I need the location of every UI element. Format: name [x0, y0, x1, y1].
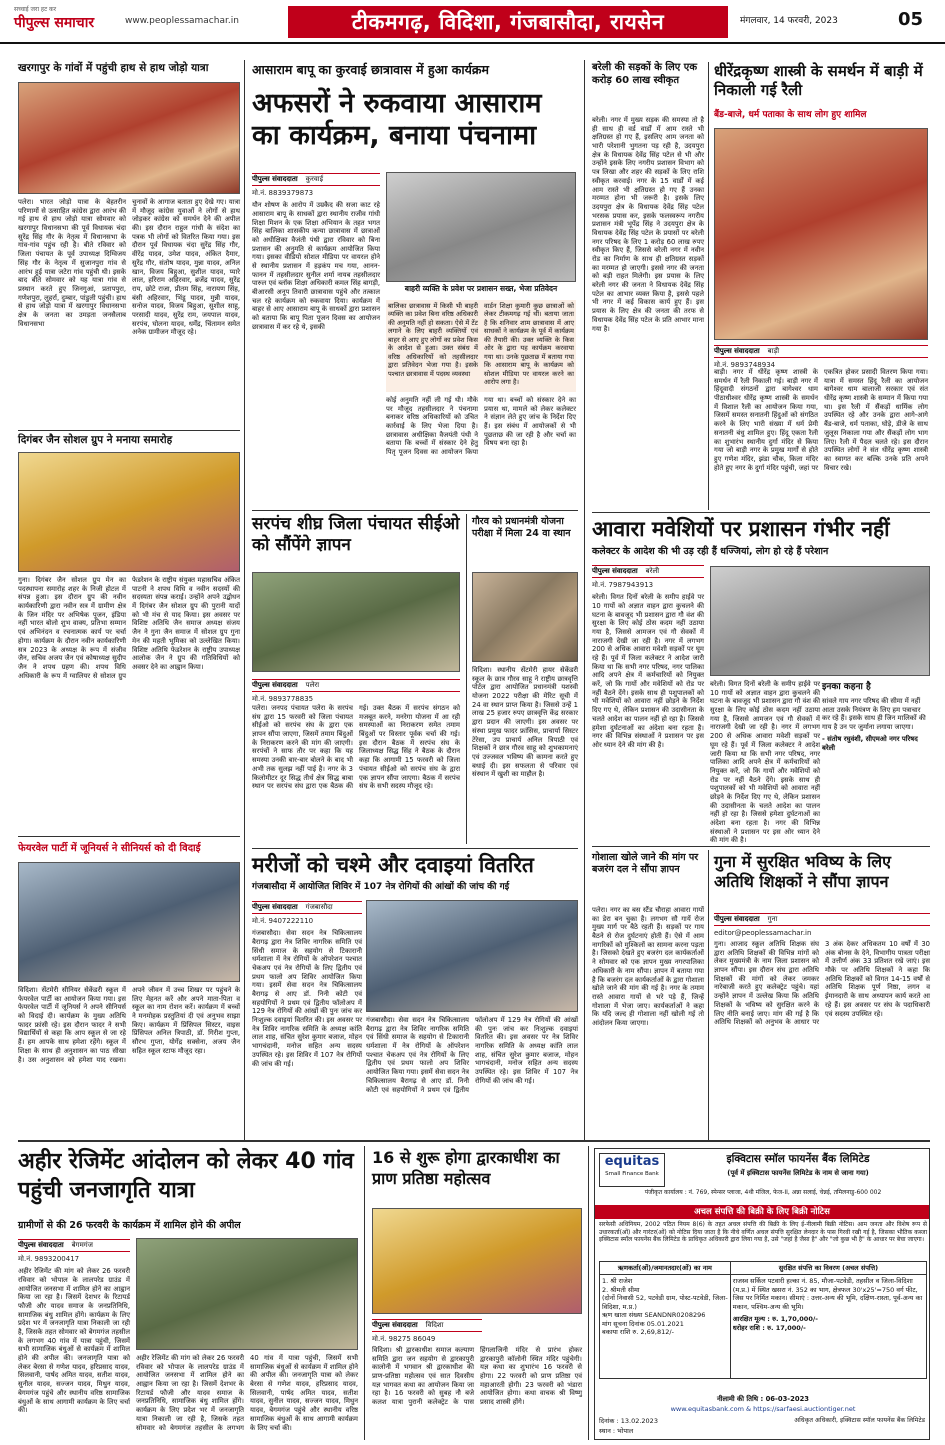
reporter-email[interactable]: editor@peoplessamachar.in [714, 929, 812, 938]
article-dwarkadhish: विदिशा। श्री द्वारकाधीश समाज कल्याण समिति द्वारा जन सहयोग से द्वारकापुरी कालोनी में भगवान श्री द्वारकाधीश की प्राण-प्रतिष्ठा महोत्सव एवं सात दिवसीय यज्ञ भागवत कथा का आयोजन किया जा रहा है। 16 फरवरी को सुबह नौ बजे कलश यात्रा पुरानी कलेक्ट्रेट के पास हिंगलाजिनी मंदिर से प्रारंभ होकर द्वारकापुरी कॉलोनी स्थित मंदिर पहुंचेगी। यज्ञ कथा का शुभारंभ 16 फरवरी से होगा। 22 फरवरी को प्राण प्रतिष्ठा एवं महाआरती होगी। 23 फरवरी को भंडारा आयोजित होगा। कथा वाचक श्री विष्णु प्रसाद शास्त्री होंगे। [372, 1346, 582, 1407]
newspaper-logo [14, 8, 94, 32]
byline-place: गंजबासौदा [305, 903, 333, 911]
quote-author: - संतोष रघुवंशी, सीएमओ नगर परिषद बरेली [822, 735, 918, 752]
headline-spectacles: मरीजों को चश्मे और दवाइयां वितरित [252, 853, 534, 877]
ad-subtitle: (पूर्व में इक्विटास फायनेंस लिमिटेड के नाम से जाना गया) [727, 1169, 869, 1177]
article-bareli-roads: बरेली। नगर में मुख्य सड़क की समस्या तो है ही साथ ही वर्ड वार्डों में आम रास्ते भी क्षतिग्रस्त हो गए हैं, इसलिए आम जनता को भारी परेशानी भुगतना पड़ रही है, उदयपुरा क्षेत्र के विधायक देवेंद्र सिंह पटेल से भी और उन्होंने इसके लिए नगरीय प्रशासन विभाग को पत्र लिखा और शहर की सड़कों के लिए राशि स्वीकृत करवाई। नगर के 15 वार्डों में कई आम रास्ते भी क्षतिग्रस्त हो गए हैं उनका मरम्मत होना भी जरूरी है। इसके लिए उदयपुरा क्षेत्र के विधायक देवेंद्र सिंह पटेल भरसक प्रयास कर, इसके फलस्वरूप नगरीय प्रशासन मंत्री भूपेंद्र सिंह ने उदयपुरा क्षेत्र के विधायक देवेंद्र सिंह पटेल के प्रयासों पर बरेली नगर परिषद के लिए 1 करोड़ 60 लाख रुपए स्वीकृत किए हैं, जिससे बरेली नगर में नवीन रोड का निर्माण के साथ ही क्षतिग्रस्त सड़कों का मरम्मत हो जाएगी। इससे नगर की जनता को बड़ी राहत मिलेगी। इस प्रयास के लिए बरेली नगर की जनता ने विधायक देवेंद्र सिंह पटेल का आभार व्यक्त किया है, इससे पहले भी नगर में कई विकास कार्य हुए हैं। इस प्रयास के लिए क्षेत्र की जनता की तरफ से विधायक देवेंद्र सिंह पटेल के प्रति आभार माना गया है। [592, 116, 704, 333]
ad-emd: धरोहर राशि : रु. 17,000/- [732, 1323, 806, 1332]
photo-yatra [18, 82, 240, 194]
byline-reporter: पीपुल्स संवाददाता [252, 681, 298, 689]
photo-eye-camp [366, 900, 578, 1012]
article-asaram-col1 [252, 170, 380, 470]
masthead [0, 0, 945, 44]
article-text: चुनावों के आगाज बताता हुए देखे गए। यात्रा में मौजूद कांग्रेस युवाओं ने लोगों से हाथ जोड़कर कांग्रेस को समर्थन देने की अपील की। इस दौरान राहुल गांधी के संदेश का पत्रक भी लोगों को वितरित किया गया। इस दौरान पूर्व विधायक चंदा सुरेंद्र सिंह गौर, वीरेंद्र यादव, उमेश यादव, अंकित दैमार, सुरेंद्र गौर, संतोष यादव, मुन्ना यादव, अनिल खान, विजय बिहुआ, सुशील यादव, प्यारे लाल, हरिराम अहिरवार, ब्रजेंद्र यादव, सुरेंद्र राय, छोटे राजा, प्रीतम सिंह, नारायण सिंह, बंसी अहिरवार, भिंडू यादव, मुन्नी यादव, सनोज यादव, विजय बिहुआ, सुशील साहू, परसादी यादव, सुरेंद्र राम, जयपाल यादव, सरपंच, घोलना यादव, धर्मेंद्र, चिंतामन समेत अनेक ग्रामीजन मौजूद रहे। [132, 198, 240, 337]
byline-place: बरेली [645, 567, 660, 575]
headline-sarpanch: सरपंच शीघ्र जिला पंचायत सीईओ को सौंपेंगे ज्ञापन [252, 514, 460, 556]
article-guest-teachers: गुना। आजाद स्कूल अतिथि शिक्षक संघ द्वारा अतिथि शिक्षकों की विभिन्न मांगों को लेकर मुख्यमंत्री के नाम जिला प्रशासन को ज्ञापन सौंपा। इस दौरान संघ द्वारा अतिथि शिक्षकों की मांगों को लेकर जमकर नारेबाजी करते हुए कलेक्ट्रेट पहुंचे। यहां उन्होंने ज्ञापन में उल्लेख किया कि अतिथि शिक्षकों के भविष्य को सुरक्षित करने के लिए नीति बनाई जाए। मांग की गई है कि अतिथि शिक्षकों को अनुभव के आधार पर 3 अंक देकर अधिकतम 10 वर्षों में 30 अंक बोनस के देने, विभागीय पात्रता परीक्षा में उत्तीर्ण अंक 33 प्रतिशत रखे जाएं। इस मौके पर अतिथि शिक्षकों ने कहा कि अतिथि शिक्षकों को विगत 14-15 वर्षों से अतिथि शिक्षक पूर्ण निष्ठा, लगन व ईमानदारी के साथ अध्यापन कार्य करते आ रहे हैं। इस अवसर पर संघ के पदाधिकारी एवं सदस्य उपस्थित रहे। [714, 940, 930, 1027]
ad-website[interactable]: www.equitasbank.com & https://sarfaesi.auctiontiger.net [670, 1405, 856, 1413]
byline-reporter: पीपुल्स संवाददाता [592, 567, 638, 575]
article-goshala: पलेरा। नगर का बस स्टैंड चौराहा आवारा गायों का डेरा बन चुका है। लगभग सौ गायें रोज मुख्य मार्ग पर बैठे रहती हैं। सड़कों पर गाय बैठने से रोज दुर्घटनाएं होती हैं। ऐसे में आम नागरिकों को मुश्किलों का सामना करना पड़ता है। जिसको देखते हुए बजरंग दल कार्यकर्ताओं ने सोमवार को एक ज्ञापन मुख्य नगरपालिका अधिकारी के नाम सौंपा। ज्ञापन में बताया गया है कि बजरंग दल कार्यकर्ताओं के द्वारा गोशाला खोले जाने की मांग की गई है। नगर के तमाम रास्ते आवारा गायों से भरे पड़े हैं, जिन्हें गोशाला में भेजा जाए। कार्यकर्ताओं ने कहा कि यदि जल्द ही गोशाला नहीं खोली गई तो आंदोलन किया जाएगा। [592, 906, 704, 1027]
ad-title: इक्विटास स्मॉल फायनेंस बैंक लिमिटेड [726, 1153, 870, 1165]
article-khargapur [18, 198, 240, 426]
quote-title: इनका कहना है [822, 682, 871, 692]
article-asaram-col2: कोई अनुमति नहीं ली गई थी। मौके पर मौजूद तहसीलदार ने पंचनामा बनाकर वरिष्ठ अधिकारियों को उचित कार्रवाई के लिए भेजा दिया है। छात्रावास अधीक्षिका वैजयंती पंथी ने बताया कि बच्चों में संस्कार देने हेतु पितृ पूजन दिवस का आयोजन किया गया था। बच्चों को संस्कार देने का प्रयास था, मामले को लेकर कलेक्टर ने संज्ञान लेते हुए जांच के निर्देश दिए हैं। इस संबंध में आयोजकों से भी पूछताछ की जा रही है और चर्चा का विषय बना रहा है। [386, 396, 576, 457]
article-ahir-col2: अहीर रेजिमेंट की मांग को लेकर 26 फरवरी रविवार को भोपाल के लालपरेड ग्राउंड में आयोजित जनसभा में शामिल होने का आह्वान किया जा रहा है। जिसमें देशभर के रिटायर्ड फौजी और यादव समाज के जनप्रतिनिधि, सामाजिक बंधु शामिल होंगे। कार्यक्रम के लिए प्रदेश भर में जनजागृति यात्रा निकाली जा रही है, जिसके तहत सोमवार को बेगमगंज तहसील के लगभग 40 गांव में यात्रा पहुंची, जिसमें सभी सामाजिक बंधुओं से कार्यक्रम में शामिल होने की अपील की। जनजागृति यात्रा को लेकर बेरसा से गणेश यादव, हरिप्रसाद यादव, सिलवानी, पार्षद अमित यादव, सतीश यादव, सुनील यादव, सज्जन यादव, मिथुन यादव, बेगमगंज पहुंचे और स्थानीय वरिष्ठ सामाजिक बंधुओं के साथ आगामी कार्यक्रम के लिए चर्चा की। [136, 1354, 358, 1432]
article-stray-col1 [592, 562, 704, 840]
ad-auction-date: नीलामी की तिथि : 06-03-2023 [716, 1395, 810, 1403]
equitas-auction-ad [594, 1148, 930, 1440]
byline-dwarkadhish [372, 1316, 482, 1344]
quote-text: सांवले गाय नगर परिषद की सीमा में नहीं आता उसके नियंत्रण के लिए हम पत्राचार कर रहे हैं। इसके साथ ही जिन मालिकों की गाय है उन पर जुर्माना लगाया जाएगा। [822, 696, 926, 732]
article-spectacles-col1 [252, 898, 362, 1138]
photo-stray-cattle [710, 566, 930, 676]
ad-col-head-2: सुरक्षित संपत्ति का विवरण (अचल संपत्ति) [730, 1262, 926, 1275]
article-gaurav: विदिशा। स्थानीय सेंटमेरी हायर सेकेंडरी स्कूल के छात्र गौरव साहू ने राष्ट्रीय छात्रवृत्ति पोर्टल द्वारा आयोजित प्रधानमंत्री यशस्वी योजना 2022 परीक्षा की मेरिट सूची में 24 वा स्थान प्राप्त किया है। जिससे उन्हें 1 लाख 25 हजार रुपए छात्रवृत्ति केंद्र सरकार द्वारा प्रदान की जाएगी। इस अवसर पर संस्था प्रमुख फादर फ्रांसिस, प्राचार्या सिस्टर टेरेसा, उप प्राचार्य अनिल त्रिपाठी एवं शिक्षकों ने छात्र गौरव साहू को शुभकामनाएं एवं उज्जवल भविष्य की कामना करते हुए बधाई दी। इस सफलता से परिवार एवं संस्थान में खुशी का माहौल है। [472, 666, 578, 779]
byline [252, 173, 380, 186]
article-ahir-col1 [18, 1236, 130, 1440]
article-text: पलेरा। भारत जोड़ो यात्रा के बेहतरीन परिणामों से उत्साहित कांग्रेस द्वारा आरंभ की गई हाथ से हाथ जोड़ो यात्रा सोमवार को खरगापुर विधानसभा की पूर्व विधायक चंदा सुरेंद्र सिंह गौर के नेतृत्व में विधानसभा के गांव-गांव पहुंच रही है। बीते रविवार को जिला पंचायत के पूर्व उपाध्यक्ष दिग्विजय सिंह गौर के नेतृत्व में सुजानपुरा गांव से आरंभ हुई यात्रा जटेरा गांव पहुंची थी। इसके बाद बीते सोमवार को यह यात्रा गांव से प्रस्थान करते हुए जिनगुआं, प्रतापपुरा, गणेशपुरा, लुहर्रा, दुम्बार, पांडुली पहुंची। हाथ से हाथ जोड़ो यात्रा में खरगापुर विधानसभा क्षेत्र के जनता का उमड़ता जनसैलाब विधानसभा [18, 198, 126, 328]
article-text: अहीर रेजिमेंट की मांग को लेकर 26 फरवरी रविवार को भोपाल के लालपरेड ग्राउंड में आयोजित जनसभा में शामिल होने का आह्वान किया जा रहा है। जिसमें देशभर के रिटायर्ड फौजी और यादव समाज के जनप्रतिनिधि, सामाजिक बंधु शामिल होंगे। कार्यक्रम के लिए प्रदेश भर में जनजागृति यात्रा निकाली जा रही है, जिसके तहत सोमवार को बेगमगंज तहसील के लगभग 40 गांव में यात्रा पहुंची, जिसमें सभी सामाजिक बंधुओं से कार्यक्रम में शामिल होने की अपील की। जनजागृति यात्रा को लेकर बेरसा से गणेश यादव, हरिप्रसाद यादव, सिलवानी, पार्षद अमित यादव, सतीश यादव, सुनील यादव, सज्जन यादव, मिथुन यादव, बेगमगंज पहुंचे और स्थानीय वरिष्ठ सामाजिक बंधुओं के साथ आगामी कार्यक्रम के लिए चर्चा की। [18, 1267, 130, 1415]
byline-place: बाड़ी [767, 347, 780, 355]
byline-place: विदिशा [425, 1321, 444, 1329]
page-number: 05 [898, 9, 924, 30]
photo-sarpanch-meeting [252, 572, 460, 672]
headline-goshala: गोशाला खोले जाने की मांग पर बजरंग दल ने सौंपा ज्ञापन [592, 852, 699, 875]
tagline: सच्चाई जरा हट कर [14, 6, 57, 13]
reporter-mobile: मो.नं. 98275 86049 [372, 1335, 436, 1344]
subheadline-ahir-regiment: ग्रामीणों से की 26 फरवरी के कार्यक्रम में शामिल होने की अपील [18, 1220, 241, 1231]
reporter-mobile: मो.नं. 9893200417 [18, 1255, 80, 1264]
headline-guest-teachers: गुना में सुरक्षित भविष्य के लिए अतिथि शिक्षकों ने सौंपा ज्ञापन [714, 852, 891, 891]
page-section-title: टीकमगढ़, विदिशा, गंजबासौदा, रायसेन [288, 6, 728, 38]
article-stray-col2: बरेली। विगत दिनों बरेली के समीप हाईवे पर 10 गायों को अज्ञात वाहन द्वारा कुचलने की घटना के बावजूद भी प्रशासन द्वारा गौ वंश की सुरक्षा के लिए कोई ठोस कदम नहीं उठाया गया है, जिससे आमजन एवं गौ सेवकों में नाराजगी देखी जा रही है। नगर में लगभग 200 से अधिक आवारा मवेशी सड़कों पर घूम रहे हैं। पूर्व में जिला कलेक्टर ने आदेश जारी किया था कि सभी नगर परिषद, नगर पालिका आदि अपने क्षेत्र में कर्मचारियों को नियुक्त करें, जो कि गायों और मवेशियों को रोड पर नहीं बैठने देंगे। इसके साथ ही पशुपालकों को भी मवेशियों को आवारा नहीं छोड़ने के निर्देश दिए गए थे, लेकिन प्रशासन की उदासीनता के चलते आदेश का पालन नहीं हो रहा है। जिससे हमेशा दुर्घटनाओं का अंदेशा बना रहता है। नगर की विभिन्न संस्थाओं ने प्रशासन पर इस ओर ध्यान देने की मांग की है। [710, 680, 820, 845]
inset-box [386, 300, 576, 392]
reporter-mobile: मो.नं. 9893748934 [714, 361, 776, 370]
brand-name: equitas [604, 1154, 660, 1169]
article-jain-group [18, 576, 240, 832]
byline-reporter: पीपुल्स संवाददाता [252, 175, 298, 183]
byline-reporter: पीपुल्स संवाददाता [372, 1321, 418, 1329]
byline-reporter: पीपुल्स संवाददाता [18, 1241, 64, 1249]
byline-place: कुरवाई [305, 175, 324, 183]
photo-hostel [386, 172, 576, 282]
ad-table [599, 1261, 927, 1379]
subheadline-spectacles: गंजबासौदा में आयोजित शिविर में 107 नेत्र रोगियों की आंखों की जांच की गई [252, 882, 510, 892]
photo-caption: बाहरी व्यक्ति के प्रवेश पर प्रशासन सख्त, भेजा प्रतिवेदन [404, 284, 558, 293]
headline-stray-cattle: आवारा मवेशियों पर प्रशासन गंभीर नहीं [592, 517, 890, 541]
website-url[interactable]: www.peoplessamachar.in [125, 16, 239, 26]
equitas-logo [599, 1153, 665, 1187]
article-text: यौन शोषण के आरोप में उम्रकैद की सजा काट रहे आसाराम बापू के साधकों द्वारा स्थानीय राजीव गांधी शिक्षा मिशन के एक शिक्षा अभियान के तहत भगत सिंह बालिका शासकीय कन्या छात्रावास में छात्राओं को अधीक्षिका वैजंती पंथी द्वारा रविवार को बिना प्रशासन की अनुमति से कार्यक्रम आयोजित किया गया। इसका वीडियो सोशल मीडिया पर वायरल होने से स्थानीय प्रशासन में हड़कंप मच गया, आनन-फानन में तहसीलदार सुनील शर्मा नायब तहसीलदार पारुल एवं ब्लॉक शिक्षा अधिकारी कमल सिंह बागड़ी, बीआरसी अनूप तिवारी छात्रावास पहुंचे और तत्काल चल रहे कार्यक्रम को रुकवाया दिया। कार्यक्रम में बाहर से आए आसाराम बापू के साधकों द्वारा प्रशासन को बताया कि बापू पिता पूजन दिवस का आयोजन छात्रावास में कर रहे थे, इसकी [252, 201, 380, 331]
byline-reporter: पीपुल्स संवाददाता [714, 915, 760, 923]
article-text: बरेली। विगत दिनों बरेली के समीप हाईवे पर 10 गायों को अज्ञात वाहन द्वारा कुचलने की घटना के बावजूद भी प्रशासन द्वारा गौ वंश की सुरक्षा के लिए कोई ठोस कदम नहीं उठाया गया है, जिससे आमजन एवं गौ सेवकों में नाराजगी देखी जा रही है। नगर में लगभग 200 से अधिक आवारा मवेशी सड़कों पर घूम रहे हैं। पूर्व में जिला कलेक्टर ने आदेश जारी किया था कि सभी नगर परिषद, नगर पालिका आदि अपने क्षेत्र में कर्मचारियों को नियुक्त करें, जो कि गायों और मवेशियों को रोड पर नहीं बैठने देंगे। इसके साथ ही पशुपालकों को भी मवेशियों को आवारा नहीं छोड़ने के निर्देश दिए गए थे, लेकिन प्रशासन की उदासीनता के चलते आदेश का पालन नहीं हो रहा है। जिससे हमेशा दुर्घटनाओं का अंदेशा बना रहता है। नगर की विभिन्न संस्थाओं ने प्रशासन पर इस ओर ध्यान देने की मांग की है। [592, 593, 704, 749]
byline-reporter: पीपुल्स संवाददाता [714, 347, 760, 355]
article-text: गुना। दिगंबर जैन सोशल ग्रुप मेन का पदस्थापना समारोह शहर के निजी होटल में संपन्न हुआ। इस दौरान ग्रुप की नवीन कार्यकारिणी द्वारा नवीन सत्र में ग्रामीण क्षेत्र के जिन मंदिर पर अभिषेक पूजन, इंडिया नहीं भारत बोलो शुभ वाक्य, प्रतिभा सम्मान एवं अभिनंदन व रचनात्मक कार्य पर चर्चा होगा। कार्यक्रम के दौरान नवीन कार्यकारिणी सत्र 2023 के अध्यक्ष के रूप में संजीव जैन, सचिव अजय जैन एवं कोषाध्यक्ष सुदीप जैन ने शपथ ग्रहण की। शपथ विधि अधिकारी के रूप में ग्वालियर से सोशल ग्रुप फेडरेशन के राष्ट्रीय संयुक्त महासचिव अंकित पाटनी ने शपथ विधि व नवीन सदस्यों की सदस्यता संपन्न कराई। उन्होंने अपने उद्बोधन में दिगंबर जैन सोशल ग्रुप की पुरानी यादों को भी मंच से याद किया। इस अवसर पर विशिष्ट अतिथि जैन समाज अध्यक्ष संजय जैन ने गुना जैन समाज में सोशल ग्रुप गुना मेन की महती भूमिका को उल्लेखित किया। विशिष्ट अतिथि फेडरेशन के राष्ट्रीय उपाध्यक्ष आलोक जैन ने ग्रुप की गतिविधियों को अवसर देने का आह्वान किया। [18, 576, 240, 680]
headline-jain-group: दिगंबर जैन सोशल ग्रुप ने मनाया समारोह [18, 434, 173, 446]
reporter-mobile: मो.नं. 8839379873 [252, 189, 314, 198]
headline-dwarkadhish: 16 से शुरू होगा द्वारकाधीश का प्राण प्रतिष्ठा महोत्सव [372, 1148, 560, 1188]
inset-text: वार्डन शिक्षा कुमारी कुछ छात्राओं को लेकर टीकमगढ़ गई थीं। बताया जाता है कि शनिवार शाम छात्रावास में आए साधकों ने कार्यक्रम के पूर्व में कार्यक्रम की तैयारी की। उक्त व्यक्ति के किस ओर के द्वारा यह कार्यक्रम करवाया गया था। उनके पूछताछ में बताया गया कि आसाराम बापू के कार्यक्रम को सोशल मीडिया पर वायरल करने का आरोप लगा है। [484, 302, 574, 386]
reporter-mobile: मो.नं. 9407222110 [252, 917, 314, 926]
article-text: विदिशा। सेंटमेरी सीनियर सेकेंडरी स्कूल में फेयरवेल पार्टी का आयोजन किया गया। इस फेयरवेल पार्टी में जूनियर्स ने अपने सीनियर्स को विदाई दी। कार्यक्रम के मुख्य अतिथि फादर फ्रांसी रहे। इस दौरान फादर ने सभी विद्यार्थियों से कहा कि आप स्कूल से जा रहे हैं। हम आपके साथ हमेशा रहेंगे। स्कूल में शिक्षा के साथ ही अनुशासन का पाठ सीखा है। उस अनुशासन को हमेशा याद रखना। अपने जीवन में उच्च शिखर पर पहुंचने के लिए मेहनत करें और अपने माता-पिता व स्कूल का नाम रोशन करें। कार्यक्रम में बच्चों ने मनमोहक प्रस्तुतियां दी एवं अनुभव साझा किए। कार्यक्रम में प्रिंसिपल सिस्टर, वाइस प्रिंसिपल अनिल त्रिपाठी, डॉ. गिरीश गुप्ता, सौरभ गुप्ता, योगेंद्र सक्सेना, अजय जैन सहित स्कूल स्टाफ मौजूद रहा। [18, 986, 240, 1064]
article-text: गंजबासौदा। सेवा सदन नेत्र चिकित्सालय बैरागढ़ द्वारा नेत्र शिविर नागरिक समिति एवं सिंधी समाज के सहयोग से टिकारानी धर्मशाला में नेत्र रोगियों के ऑपरेशन पश्चात चेकअप एवं नेत्र रोगियों के लिए द्वितीय एवं प्रथम फालो अप शिविर आयोजित किया गया। इसमें सेवा सदन नेत्र चिकित्सालय बैरागढ़ से आए डॉ. निनी कोटी एवं सहयोगियों ने प्रथम एवं द्वितीय फॉलोअप में 129 नेत्र रोगियों की आंखों की पुनः जांच कर निःशुल्क दवाइयां वितरित की। इस अवसर पर नेत्र शिविर नागरिक समिति के अध्यक्ष कांति लाल शाह, संचित सुरेश कुमार बजाज, मोहन भागचंदानी, मनोज सहित अन्य सदस्य उपस्थित रहे। इस शिविर में 107 नेत्र रोगियों की जांच की गई। [252, 929, 362, 1068]
byline-place: बेगमगंज [71, 1241, 93, 1249]
headline-farewell: फेयरवेल पार्टी में जूनियर्स ने सीनियर्स को दी विदाई [18, 843, 201, 854]
byline-guna [714, 910, 930, 938]
ad-place: स्थान : भोपाल [599, 1427, 634, 1435]
headline-khargapur: खरगापुर के गांवों में पहुंची हाथ से हाथ जोड़ो यात्रा [18, 62, 209, 74]
logo-text: पीपुल्स समाचार [14, 14, 95, 31]
brand-sub: Small Finance Bank [605, 1170, 659, 1177]
article-dhirendra-rally: बाड़ी। नगर में धीरेंद्र कृष्ण शास्त्री के समर्थन में रैली निकाली गई। बाड़ी नगर में हिंदूवादी संगठनों द्वारा बागेश्वर धाम पीठाधीश्वर धीरेंद्र कृष्ण शास्त्री के समर्थन में विशाल रैली का आयोजन किया गया, जिसमें समस्त सनातनी हिंदुओं को संगठित करने के लिए भारी संख्या में धर्म प्रेमी सनातनी बंधु शामिल हुए। हिंदू एकता रैली का शुभारंभ स्थानीय दुर्गा मंदिर से किया गया जो बाड़ी नगर के प्रमुख मार्गों से होते हुए गणेश मंदिर, झंडा चौक, किला मंदिर होते हुए नगर के दुर्गा मंदिर पहुंची, जहां पर एकत्रित होकर प्रसादी वितरण किया गया। यात्रा में समस्त हिंदू रैली का आयोजन बागेश्वर धाम बालाजी सरकार एवं संत धीरेंद्र कृष्ण शास्त्री के सम्मान में किया गया था। इस रैली में सैंकड़ों धार्मिक लोग उपस्थित रहे और उनके द्वारा आगे-आगे बैंड-बाजे, धर्म पताका, घोड़े, डीजे के साथ जुलूस निकाला गया और सैंकड़ों लोग भाग लिए। रैली में पैदल चलते रहे। इस दौरान उपस्थित लोगों ने संत धीरेंद्र कृष्ण शास्त्री का स्वागत कर बल्कि उनके प्रति अपने विचार रखे। [714, 368, 928, 472]
kicker-asaram: आसाराम बापू का कुरवाई छात्रावास में हुआ कार्यक्रम [252, 62, 489, 77]
photo-ahir-yatra [136, 1238, 358, 1350]
byline-sarpanch [252, 676, 460, 704]
photo-farewell [18, 862, 240, 982]
photo-gaurav [472, 572, 578, 662]
photo-rally [714, 128, 928, 340]
ad-reserve-price: आरक्षित मूल्य : रु. 1,70,000/- [732, 1315, 818, 1324]
headline-dhirendra-rally: धीरेंद्रकृष्ण शास्त्री के समर्थन में बाड़ी में निकाली गई रैली [714, 62, 923, 99]
byline-dhirendra [714, 342, 928, 370]
issue-date: मंगलवार, 14 फरवरी, 2023 [740, 16, 838, 26]
quote-box [822, 682, 930, 840]
ad-address: पंजीकृत कार्यालय : नं. 769, स्पेन्सर प्लाजा, 4थी मंजिल, फेज-II, अन्ना सलाई, चेन्नई, तमिलनाडु-600 002 [644, 1189, 882, 1196]
ad-signatory: अधिकृत अधिकारी, इक्विटास स्मॉल फायनेंस बैंक लिमिटेड [794, 1417, 925, 1424]
subheadline-stray-cattle: कलेक्टर के आदेश की भी उड़ रही हैं धज्जियां, लोग हो रहे हैं परेशान [592, 546, 829, 557]
headline-gaurav: गौरव को प्रधानमंत्री योजना परीक्षा में मिला 24 वा स्थान [472, 516, 571, 539]
ad-col-head-1: ऋणकर्ता(ओं)/जमानतदार(ओं) का नाम [600, 1262, 731, 1275]
ad-borrowers: 1. श्री राजेश 2. श्रीमती सीमा (दोनों निवासी 52, पटवेडी ग्राम, पोस्ट-पटवेडी, जिला-विदिशा, म.प्र.) ऋण खाता संख्या SEANDNR0208296 मांग सूचना दिनांक 05.01.2021 बकाया राशि रु. 2,69,812/- [600, 1275, 731, 1379]
byline-place: गुना [767, 915, 778, 923]
reporter-mobile: मो.नं. 7987943913 [592, 581, 654, 590]
article-sarpanch: पलेरा। जनपद पंचायत पलेरा के सरपंच संघ द्वारा 15 फरवरी को जिला पंचायत सीईओ को सरपंच संघ के द्वारा एक ज्ञापन सौंपा जाएगा, जिसमें तमाम बिंदुओं के निराकरण करने की मांग की जाएगी। सरपंचों ने साफ तौर पर कहा कि यह समस्या उनकी बार-बार बोलने के बाद भी अभी तक सुलझ नहीं पाई है। नगर के 3 किलोमीटर दूर सिद्ध तीर्थ क्षेत्र सिद्ध बाबा स्थान पर सरपंच संघ द्वारा एक बैठक की गई। उक्त बैठक में सरपंच संगठन को मजबूत करने, मनरेगा योजना में आ रही समस्याओं का निराकरण समेत तमाम बिंदुओं पर विस्तार पूर्वक चर्चा की गई। इस दौरान बैठक में सरपंच संघ के जिलाध्यक्ष सिद्ध सिंह ने बैठक के दौरान कहा कि आगामी 15 फरवरी को जिला पंचायत सीईओ को सरपंच संघ के द्वारा एक ज्ञापन सौंपा जाएगा। बैठक में सरपंच संघ के सभी सदस्य मौजूद रहे। [252, 704, 460, 791]
photo-jain-group [18, 452, 240, 572]
byline-place: पलेरा [305, 681, 320, 689]
headline-asaram: अफसरों ने रुकवाया आसाराम का कार्यक्रम, बनाया पंचनामा [252, 88, 542, 152]
inset-text: बालिका छात्रावास में किसी भी बाहरी व्यक्ति का प्रवेश बिना वरिष्ठ अधिकारी की अनुमति नहीं हो सकता। ऐसे में टेंट लगाने के लिए बाहरी व्यक्तियों एवं बाहर से आए हुए लोगों का प्रवेश किस के आदेश से हुआ। उक्त संबंध में वरिष्ठ अधिकारियों को तहसीलदार द्वारा प्रतिवेदन भेजा गया है। इसके पश्चात छात्रावास में पदस्थ व्यवस्था [388, 302, 478, 378]
article-farewell [18, 986, 240, 1134]
ad-intro: सरफेसी अधिनियम, 2002 पठित नियम 8(6) के तहत अचल संपत्ति की बिक्री के लिए ई-नीलामी बिक्री नोटिस। आम जनता और विशेष रूप से उधारकर्ता(ओं) और गारंटर(ओं) को नोटिस दिया जाता है कि नीचे वर्णित अचल संपत्ति सुरक्षित लेनदार के पास गिरवी रखी गई है, जिसका भौतिक कब्जा इक्विटास स्मॉल फायनेंस बैंक लिमिटेड के प्राधिकृत अधिकारी द्वारा लिया गया है, उसे "जहां है जैसा है" और "जो कुछ भी है" के आधार पर बेचा जाएगा। [599, 1221, 927, 1243]
photo-dwarkadhish [372, 1208, 582, 1314]
headline-bareli-roads: बरेली की सड़कों के लिए एक करोड़ 60 लाख स्वीकृत [592, 62, 698, 86]
ad-date: दिनांक : 13.02.2023 [599, 1417, 658, 1425]
subheadline-dhirendra-rally: बैंड-बाजे, धर्म पताका के साथ लोग हुए शामिल [714, 110, 867, 120]
byline-reporter: पीपुल्स संवाददाता [252, 903, 298, 911]
article-spectacles-col2: गंजबासौदा। सेवा सदन नेत्र चिकित्सालय बैरागढ़ द्वारा नेत्र शिविर नागरिक समिति एवं सिंधी समाज के सहयोग से टिकारानी धर्मशाला में नेत्र रोगियों के ऑपरेशन पश्चात चेकअप एवं नेत्र रोगियों के लिए द्वितीय एवं प्रथम फालो अप शिविर आयोजित किया गया। इसमें सेवा सदन नेत्र चिकित्सालय बैरागढ़ से आए डॉ. निनी कोटी एवं सहयोगियों ने प्रथम एवं द्वितीय फॉलोअप में 129 नेत्र रोगियों की आंखों की पुनः जांच कर निःशुल्क दवाइयां वितरित की। इस अवसर पर नेत्र शिविर नागरिक समिति के अध्यक्ष कांति लाल शाह, संचित सुरेश कुमार बजाज, मोहन भागचंदानी, मनोज सहित अन्य सदस्य उपस्थित रहे। इस शिविर में 107 नेत्र रोगियों की जांच की गई। [366, 1016, 578, 1094]
headline-ahir-regiment: अहीर रेजिमेंट आंदोलन को लेकर 40 गांव पहुंची जनजागृति यात्रा [18, 1149, 354, 1203]
ad-property: राजस्व सर्किल पटवारी हल्का नं. 85, मौजा-पटवेडी, तहसील व जिला-विदिशा (म.प्र.) में स्थित खसरा नं. 352 का भाग, क्षेत्रफल 30'x25'=750 वर्ग फीट, जिस पर निर्मित मकान। सीमाएं : उत्तर-अन्य की भूमि, दक्षिण-रास्ता, पूर्व-अन्य का मकान, पश्चिम-अन्य की भूमि। [732, 1277, 923, 1311]
ad-band: अचल संपत्ति की बिक्री के लिए बिक्री नोटिस [595, 1205, 929, 1219]
reporter-mobile: मो.नं. 9893778835 [252, 695, 314, 704]
